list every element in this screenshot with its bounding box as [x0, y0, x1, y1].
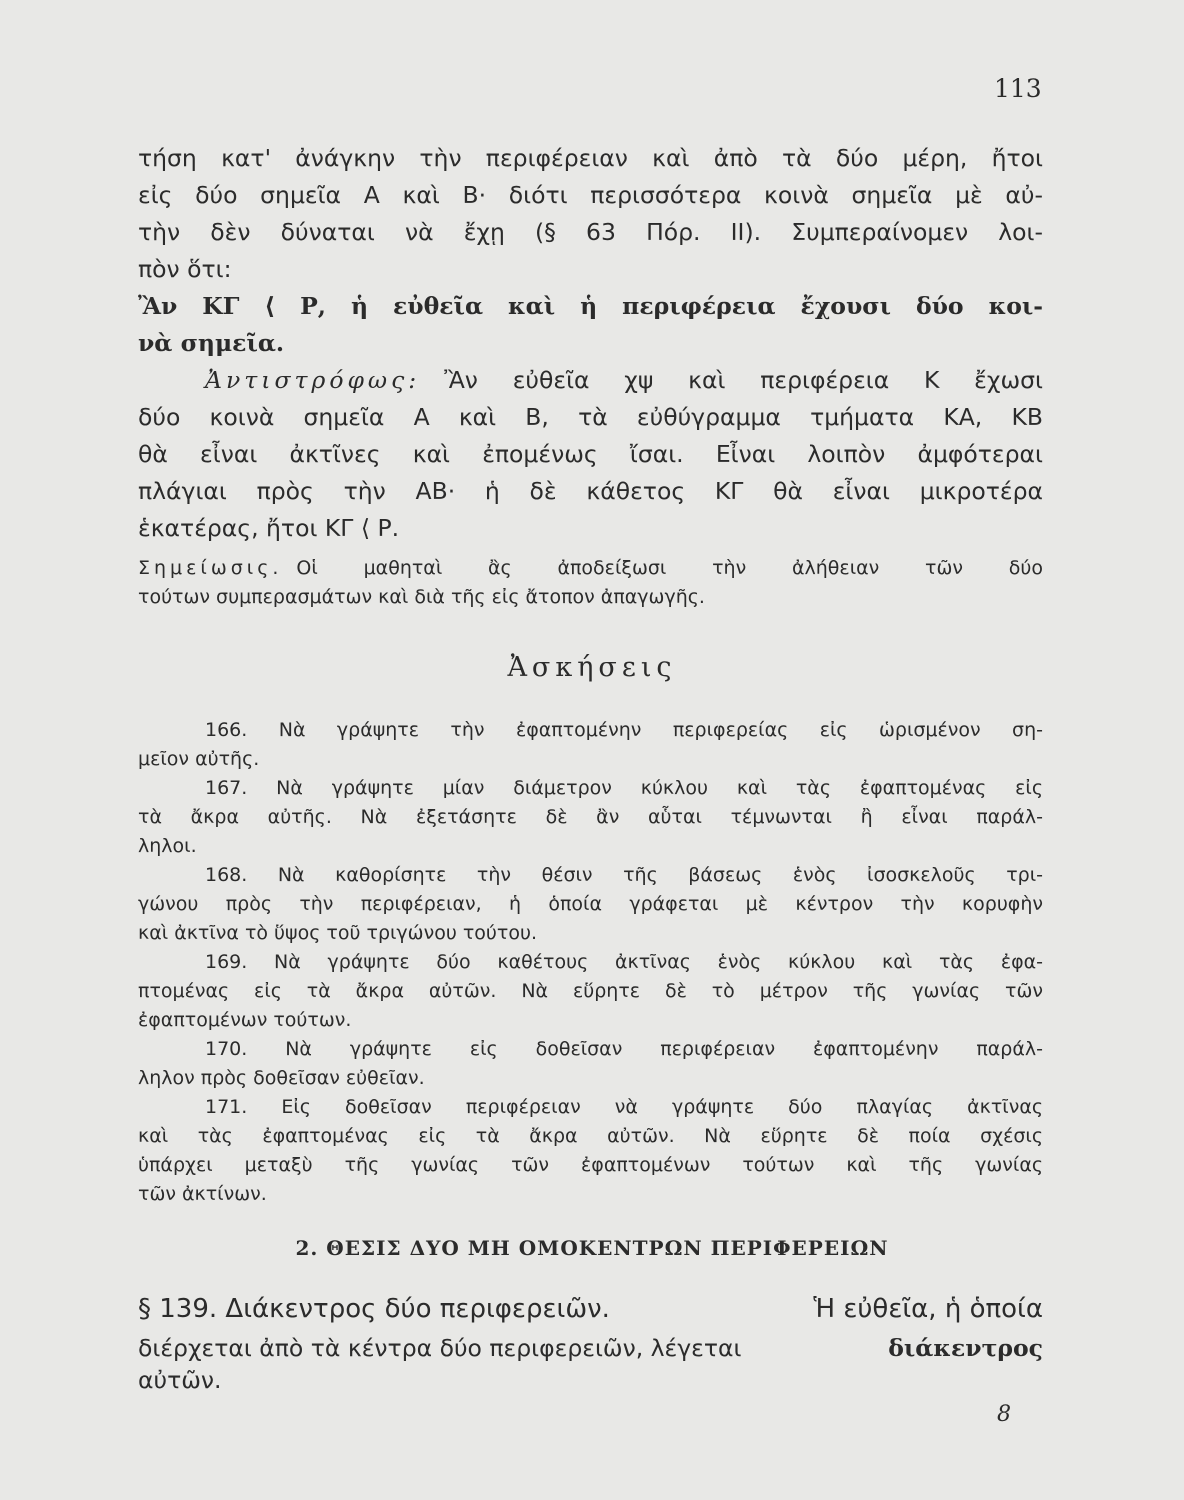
section-139-heading: § 139. Διάκεντρος δύο περιφερειῶν. — [138, 1294, 610, 1324]
paragraph-line: τὴν δὲν δύναται νὰ ἔχῃ (§ 63 Πόρ. ΙΙ). Συμπεραίνομεν λοι- — [138, 218, 1043, 246]
term-diakentros: διάκεντρος — [888, 1334, 1043, 1362]
theorem-line: νὰ σημεῖα. — [138, 329, 285, 357]
exercise-line: τῶν ἀκτίνων. — [138, 1183, 267, 1205]
converse-text: Ἂν εὐθεῖα χψ καὶ περιφέρεια Κ ἔχωσι — [444, 366, 1043, 394]
exercise-line: 166. Νὰ γράψητε τὴν ἐφαπτομένην περιφερείας εἰς ὡρισμένον ση- — [205, 719, 1043, 741]
paragraph-line: τήση κατ' ἀνάγκην τὴν περιφέρειαν καὶ ἀπὸ τὰ δύο μέρη, ἤτοι — [138, 144, 1043, 172]
exercise-line: καὶ ἀκτῖνα τὸ ὕψος τοῦ τριγώνου τούτου. — [138, 922, 538, 944]
exercise-line: ὑπάρχει μεταξὺ τῆς γωνίας τῶν ἐφαπτομένων τούτων καὶ τῆς γωνίας — [138, 1154, 1043, 1176]
exercises-heading: Ἀσκήσεις — [507, 652, 677, 683]
exercise-line: πτομένας εἰς τὰ ἄκρα αὐτῶν. Νὰ εὕρητε δὲ τὸ μέτρον τῆς γωνίας τῶν — [138, 980, 1043, 1002]
converse-line — [205, 365, 1043, 395]
page-number: 113 — [994, 74, 1042, 103]
section-139-line — [138, 1333, 1043, 1363]
converse-label: Ἀντιστρόφως: — [205, 366, 421, 394]
exercise-line: 171. Εἰς δοθεῖσαν περιφέρειαν νὰ γράψητε δύο πλαγίας ἀκτῖνας — [205, 1096, 1043, 1118]
exercise-line: ληλον πρὸς δοθεῖσαν εὐθεῖαν. — [138, 1067, 425, 1089]
exercise-line: ἐφαπτομένων τούτων. — [138, 1009, 352, 1031]
note-line — [138, 553, 1043, 583]
section-139-text: διέρχεται ἀπὸ τὰ κέντρα δύο περιφερειῶν, λέγεται — [138, 1334, 742, 1362]
paragraph-line: πλάγιαι πρὸς τὴν ΑΒ· ἡ δὲ κάθετος ΚΓ θὰ εἶναι μικροτέρα — [138, 477, 1043, 505]
section-title: 2. ΘΕΣΙΣ ΔΥΟ ΜΗ ΟΜΟΚΕΝΤΡΩΝ ΠΕΡΙΦΕΡΕΙΩΝ — [295, 1236, 889, 1260]
exercise-line: καὶ τὰς ἐφαπτομένας εἰς τὰ ἄκρα αὐτῶν. Νὰ εὕρητε δὲ ποία σχέσις — [138, 1125, 1043, 1147]
exercise-line: ληλοι. — [138, 835, 197, 857]
signature-mark: 8 — [997, 1402, 1011, 1427]
paragraph-line: δύο κοινὰ σημεῖα Α καὶ Β, τὰ εὐθύγραμμα τμήματα ΚΑ, ΚΒ — [138, 403, 1043, 431]
exercise-line: μεῖον αὐτῆς. — [138, 748, 260, 770]
section-139-text: Ἡ εὐθεῖα, ἡ ὁποία — [813, 1294, 1043, 1324]
note-label: Σημείωσις. — [138, 557, 283, 579]
exercise-line: 167. Νὰ γράψητε μίαν διάμετρον κύκλου καὶ τὰς ἐφαπτομένας εἰς — [205, 777, 1043, 799]
theorem-line: Ἂν ΚΓ ⟨ Ρ, ἡ εὐθεῖα καὶ ἡ περιφέρεια ἔχουσι δύο κοι- — [138, 292, 1043, 320]
paragraph-line: ἑκατέρας, ἤτοι ΚΓ ⟨ Ρ. — [138, 514, 400, 542]
exercise-line: γώνου πρὸς τὴν περιφέρειαν, ἡ ὁποία γράφεται μὲ κέντρον τὴν κορυφὴν — [138, 893, 1043, 915]
exercise-line: 170. Νὰ γράψητε εἰς δοθεῖσαν περιφέρειαν ἐφαπτομένην παράλ- — [205, 1038, 1043, 1060]
exercise-line: τὰ ἄκρα αὐτῆς. Νὰ ἐξετάσητε δὲ ἂν αὗται τέμνωνται ἢ εἶναι παράλ- — [138, 806, 1043, 828]
note-text: Οἱ μαθηταὶ ἂς ἀποδείξωσι τὴν ἀλήθειαν τῶν δύο — [296, 557, 1043, 579]
exercise-line: 168. Νὰ καθορίσητε τὴν θέσιν τῆς βάσεως ἑνὸς ἰσοσκελοῦς τρι- — [205, 864, 1043, 886]
paragraph-line: πὸν ὅτι: — [138, 255, 232, 283]
paragraph-line: θὰ εἶναι ἀκτῖνες καὶ ἐπομένως ἴσαι. Εἶναι λοιπὸν ἀμφότεραι — [138, 440, 1043, 468]
section-139-line: αὐτῶν. — [138, 1366, 222, 1394]
section-139-line — [138, 1294, 1043, 1324]
exercise-line: 169. Νὰ γράψητε δύο καθέτους ἀκτῖνας ἑνὸς κύκλου καὶ τὰς ἐφα- — [205, 951, 1043, 973]
note-line: τούτων συμπερασμάτων καὶ διὰ τῆς εἰς ἄτοπον ἀπαγωγῆς. — [138, 586, 705, 608]
paragraph-line: εἰς δύο σημεῖα Α καὶ Β· διότι περισσότερα κοινὰ σημεῖα μὲ αὐ- — [138, 181, 1043, 209]
